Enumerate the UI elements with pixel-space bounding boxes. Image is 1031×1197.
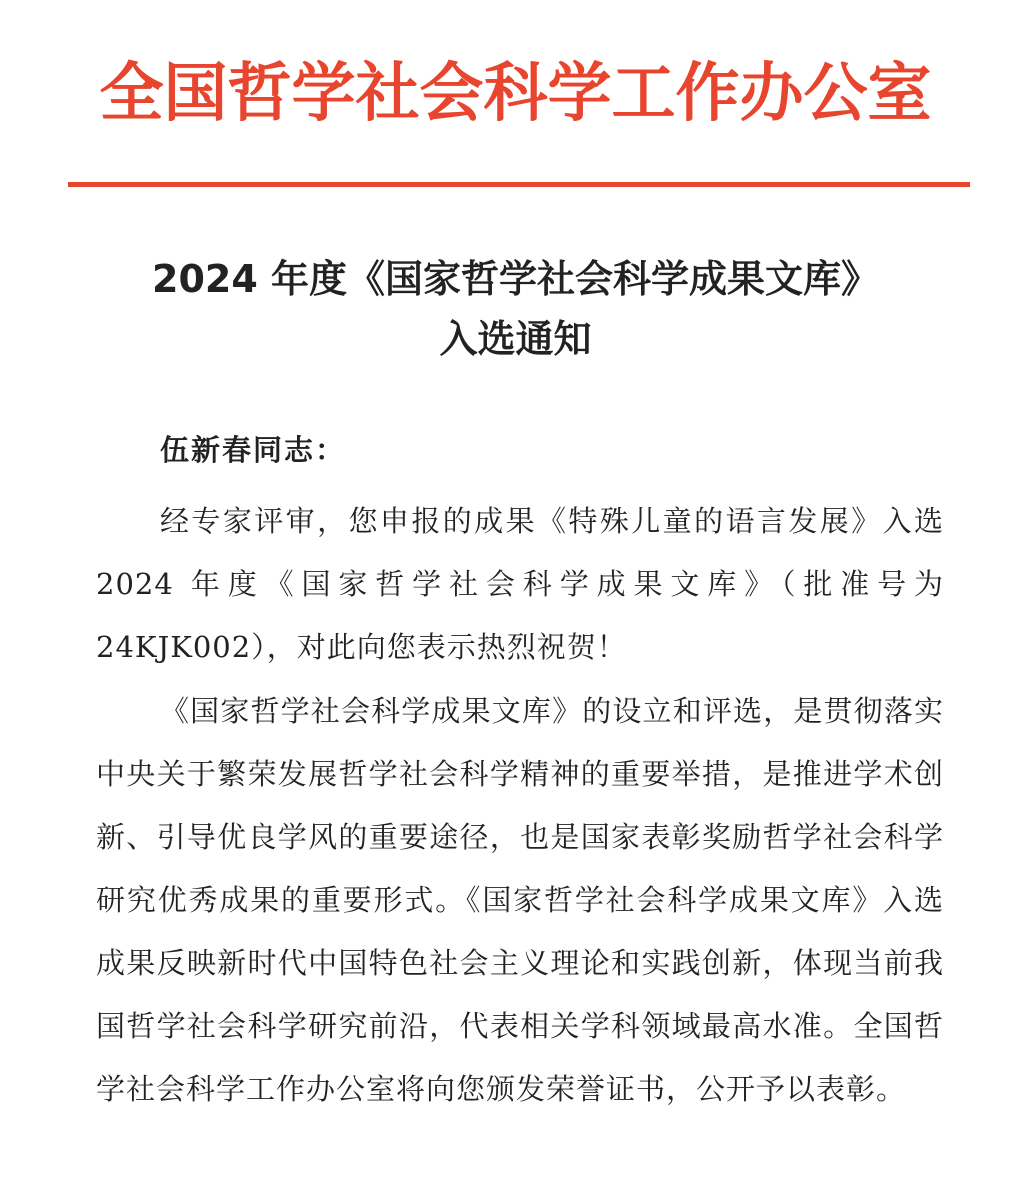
body-paragraph-1: 经专家评审，您申报的成果《特殊儿童的语言发展》入选 2024 年度《国家哲学社会科学成果文库》（批准号为 24KJK002），对此向您表示热烈祝贺！ [96,504,944,664]
notice-title-line-1: 2024 年度《国家哲学社会科学成果文库》 [152,257,879,301]
notice-title-line-2: 入选通知 [439,317,592,361]
letterhead-org-name: 全国哲学社会科学工作办公室 [99,57,932,131]
body-paragraph-2: 《国家哲学社会科学成果文库》的设立和评选，是贯彻落实中央关于繁荣发展哲学社会科学精神的重要举措，是推进学术创新、引导优良学风的重要途径，也是国家表彰奖励哲学社会科学研究优秀成果的重要形式。《国家哲学社会科学成果文库》入选成果反映新时代中国特色社会主义理论和实践创新，体现当前我国哲学社会科学研究前沿，代表相关学科领域最高水准。全国哲学社会科学工作办公室将向您颁发荣誉证书，公开予以表彰。 [96,694,944,1106]
letterhead-red-rule [68,182,970,187]
body-paragraph-2-container [96,680,944,1121]
body-paragraph-1-container [96,490,944,679]
salutation: 伍新春同志： [160,433,347,467]
